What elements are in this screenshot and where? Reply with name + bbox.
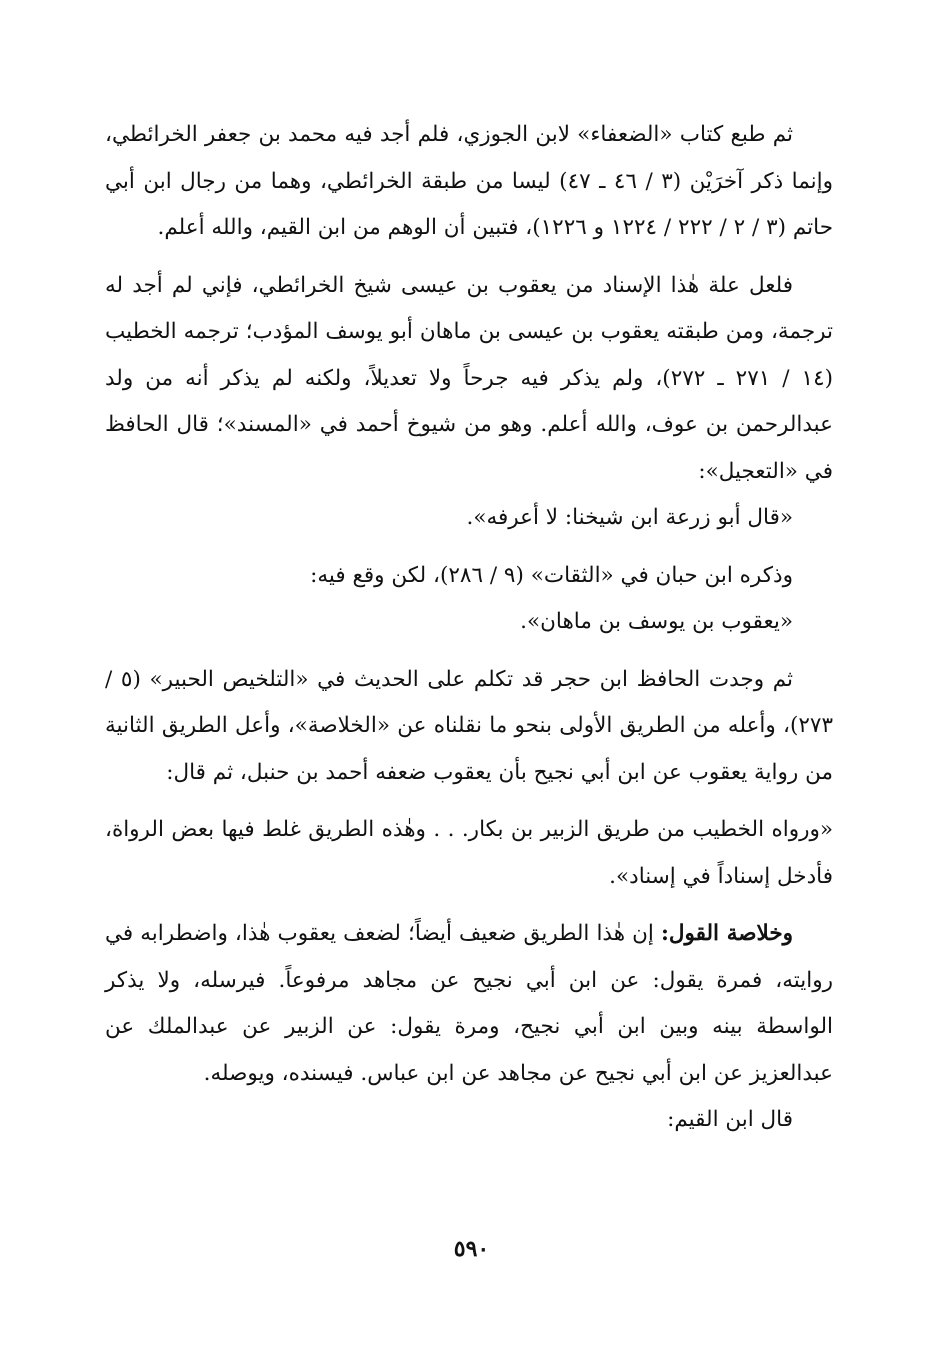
paragraph-ibn-hibban: وذكره ابن حبان في «الثقات» (٩ / ٢٨٦)، لكن وقع فيه: bbox=[310, 562, 793, 588]
paragraph-ibn-hajar-talkhis: ثم وجدت الحافظ ابن حجر قد تكلم على الحديث في «التلخيص الحبير» (٥ / ٢٧٣)، وأعله من الطريق الأولى بنحو ما نقلناه عن «الخلاصة»، وأعل الطريق الثانية من رواية يعقوب عن ابن أبي نجيح بأن يعقوب ضعفه أحمد بن حنبل، ثم قال: bbox=[105, 666, 833, 785]
conclusion-text: إن هٰذا الطريق ضعيف أيضاً؛ لضعف يعقوب هٰذا، واضطرابه في روايته، فمرة يقول: عن ابن أبي نجيح عن مجاهد مرفوعاً. فيرسله، ولا يذكر الواسطة بينه وبين ابن أبي نجيح، ومرة يقول: عن الزبير عن عبدالملك عن عبدالعزيز عن ابن أبي نجيح عن مجاهد عن ابن عباس. فيسنده، ويوصله. bbox=[105, 921, 833, 1086]
quote-khatib: «ورواه الخطيب من طريق الزبير بن بكار. . . وهٰذه الطريق غلط فيها بعض الرواة، فأدخل إسناداً في إسناد». bbox=[105, 817, 833, 889]
page-number: ٥٩٠ bbox=[453, 1236, 490, 1262]
paragraph-ibn-aljawzi-duafa: ثم طبع كتاب «الضعفاء» لابن الجوزي، فلم أجد فيه محمد بن جعفر الخرائطي، وإنما ذكر آخرَيْن (٣ / ٤٦ ـ ٤٧) ليسا من طبقة الخرائطي، وهما من رجال ابن أبي حاتم (٣ / ٢ / ٢٢٢ / ١٢٢٤ و ١٢٢٦)، فتبين أن الوهم من ابن القيم، والله أعلم. bbox=[105, 122, 833, 240]
main-text bbox=[105, 112, 833, 1144]
paragraph-conclusion bbox=[105, 911, 833, 1097]
quote-yaqub-ibn-yusuf: «يعقوب بن يوسف بن ماهان». bbox=[520, 609, 793, 634]
conclusion-lead: وخلاصة القول: bbox=[660, 921, 793, 946]
paragraph-ibn-alqayyim-said: قال ابن القيم: bbox=[667, 1107, 793, 1132]
paragraph-yaqub-ibn-isa: فلعل علة هٰذا الإسناد من يعقوب بن عيسى شيخ الخرائطي، فإني لم أجد له ترجمة، ومن طبقته يعقوب بن عيسى بن ماهان أبو يوسف المؤدب؛ ترجمه الخطيب (١٤ / ٢٧١ ـ ٢٧٢)، ولم يذكر فيه جرحاً ولا تعديلاً، ولكنه لم يذكر أنه من ولد عبدالرحمن بن عوف، والله أعلم. وهو من شيوخ أحمد في «المسند»؛ قال الحافظ في «التعجيل»: bbox=[105, 272, 834, 484]
quote-abu-zura: «قال أبو زرعة ابن شيخنا: لا أعرفه». bbox=[466, 505, 793, 530]
